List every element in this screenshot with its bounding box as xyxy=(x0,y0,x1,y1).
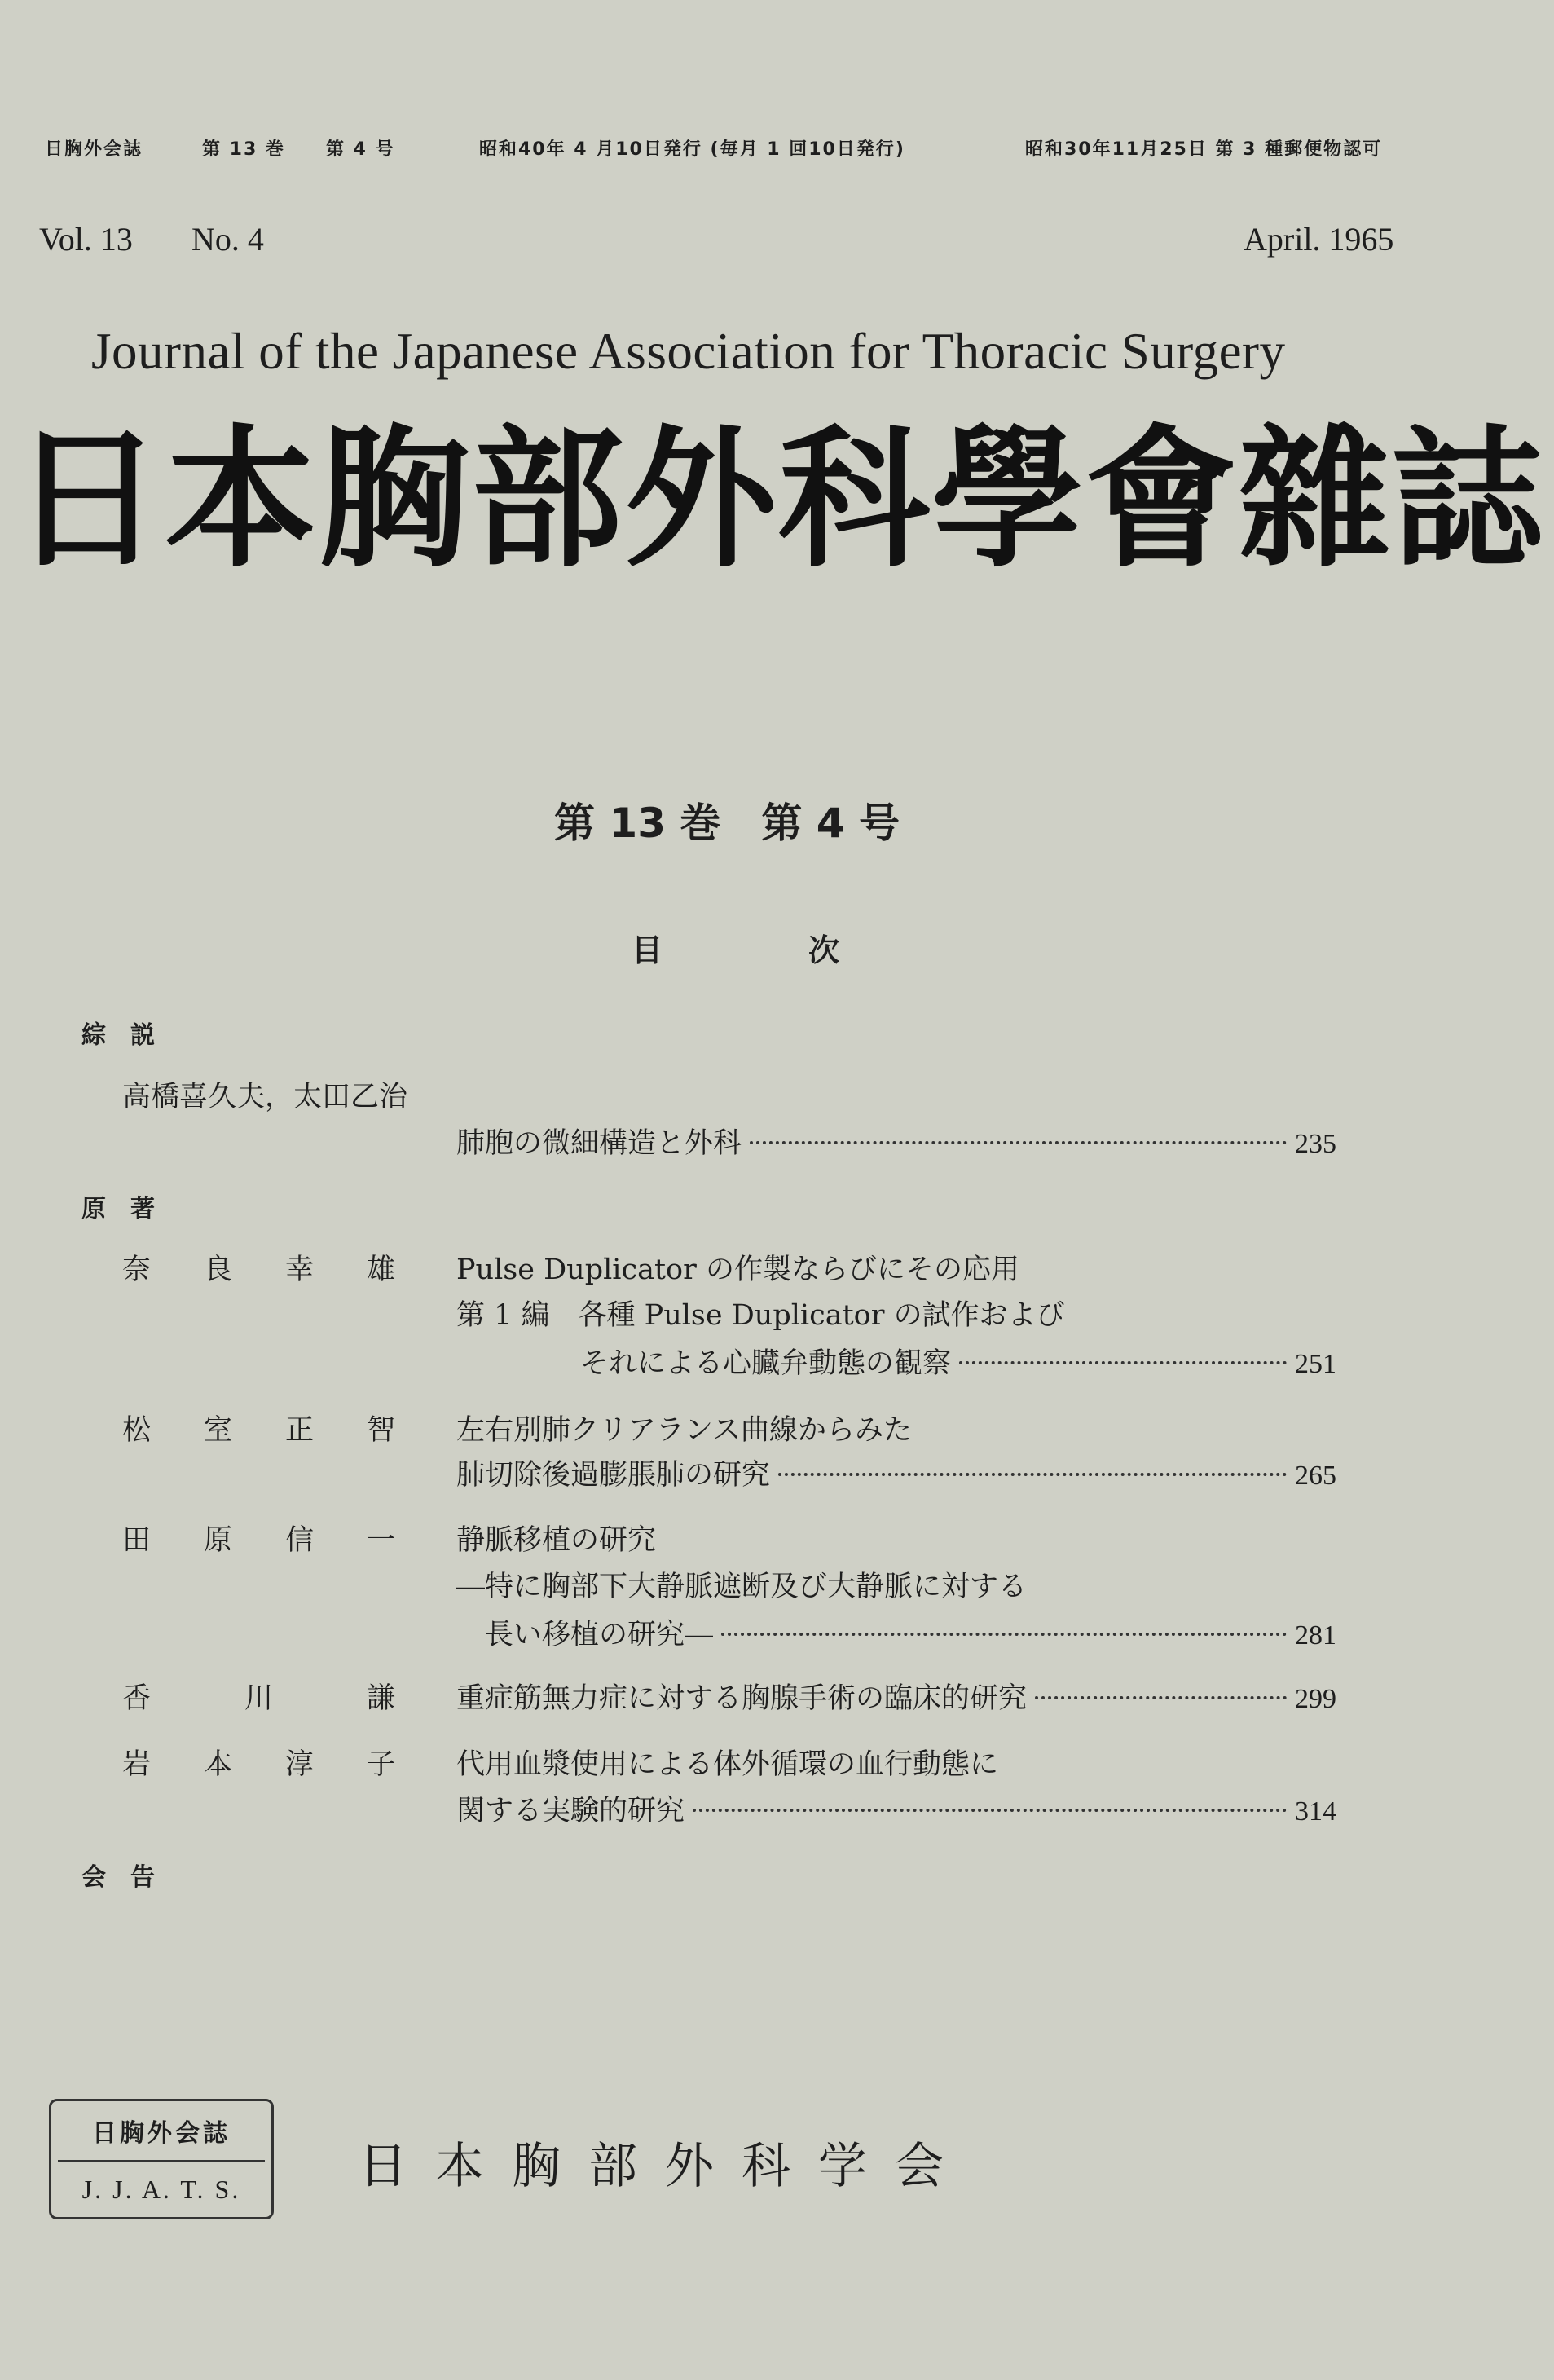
section-review: 綜 説 xyxy=(81,1021,155,1050)
author-name xyxy=(122,1518,395,1558)
stamp-en: J. J. A. T. S. xyxy=(81,2175,241,2204)
author-char: 室 xyxy=(203,1414,232,1447)
author-name xyxy=(122,1742,395,1783)
title-char: 外 xyxy=(624,411,777,588)
dot-leader xyxy=(1035,1696,1287,1699)
issue-label: 第 13 巻 第 4 号 xyxy=(554,800,900,847)
review-authors: 高橋喜久夫，太田乙治 xyxy=(122,1081,408,1113)
author-char: 良 xyxy=(203,1254,232,1286)
title-char: 胸 xyxy=(318,411,470,588)
title-char: 會 xyxy=(1085,411,1237,588)
publication-date: 昭和40年 4 月10日発行 (毎月 1 回10日発行) xyxy=(479,139,905,160)
entry-title-line: Pulse Duplicator の作製ならびにその応用 xyxy=(456,1254,1019,1286)
author-name xyxy=(122,1247,395,1288)
author-char: 岩 xyxy=(122,1748,152,1781)
entry-title: 重症筋無力症に対する胸腺手術の臨床的研究 xyxy=(456,1682,1028,1715)
author-char: 原 xyxy=(203,1524,232,1557)
author-char: 謙 xyxy=(366,1682,395,1715)
author-char: 淳 xyxy=(284,1748,314,1781)
title-char: 誌 xyxy=(1391,411,1543,588)
dot-leader xyxy=(778,1473,1287,1476)
issue-date: April. 1965 xyxy=(1244,221,1394,258)
entry-title-line: 静脈移植の研究 xyxy=(456,1524,657,1557)
author-char: 松 xyxy=(122,1414,152,1447)
title-char: 科 xyxy=(778,411,931,588)
page-number: 235 xyxy=(1295,1129,1336,1159)
english-title: Journal of the Japanese Association for Thoracic Surgery xyxy=(91,323,1286,380)
author-char: 本 xyxy=(203,1748,232,1781)
page-number: 265 xyxy=(1295,1461,1336,1491)
entry-title: 関する実験的研究 xyxy=(456,1795,685,1827)
dot-leader xyxy=(750,1141,1287,1144)
toc-entry[interactable] xyxy=(456,1676,1336,1717)
page-number: 299 xyxy=(1295,1684,1336,1714)
stamp-jp: 日胸外会誌 xyxy=(92,2119,231,2148)
entry-title-line: 代用血漿使用による体外循環の血行動態に xyxy=(456,1748,999,1781)
entry-title: 肺胞の微細構造と外科 xyxy=(456,1127,742,1160)
volume-jp: 第 13 巻 xyxy=(202,139,285,160)
society-name: 日本胸部外科学会 xyxy=(359,2138,971,2195)
page-number: 314 xyxy=(1295,1796,1336,1827)
author-char: 川 xyxy=(244,1682,273,1715)
page-number: 251 xyxy=(1295,1349,1336,1379)
author-char: 雄 xyxy=(366,1254,395,1286)
author-char: 香 xyxy=(122,1682,152,1715)
postal-permit: 昭和30年11月25日 第 3 種郵便物認可 xyxy=(1025,139,1383,160)
entry-title-line: 左右別肺クリアランス曲線からみた xyxy=(456,1414,912,1447)
toc-heading-1: 目 xyxy=(632,932,663,968)
title-char: 日 xyxy=(11,411,164,588)
number-label: No. 4 xyxy=(191,221,264,258)
entry-title: 肺切除後過膨脹肺の研究 xyxy=(456,1459,771,1492)
entry-title-line: ―特に胸部下大静脈遮断及び大静脈に対する xyxy=(456,1571,1028,1603)
toc-entry[interactable] xyxy=(456,1788,1336,1829)
section-original: 原 著 xyxy=(81,1195,155,1223)
section-notice: 会 告 xyxy=(81,1863,155,1892)
author-char: 子 xyxy=(366,1748,395,1781)
toc-entry[interactable] xyxy=(456,1121,1336,1161)
japanese-title xyxy=(11,411,1543,588)
title-char: 部 xyxy=(471,411,623,588)
author-char: 奈 xyxy=(122,1254,152,1286)
author-char: 智 xyxy=(366,1414,395,1447)
title-char: 學 xyxy=(931,411,1084,588)
dot-leader xyxy=(693,1809,1287,1812)
entry-title-line: 第 1 編 各種 Pulse Duplicator の試作および xyxy=(456,1299,1065,1332)
author-name xyxy=(122,1408,395,1448)
dot-leader xyxy=(959,1361,1287,1364)
title-char: 本 xyxy=(165,411,317,588)
title-char: 雜 xyxy=(1238,411,1390,588)
author-char: 一 xyxy=(366,1524,395,1557)
dot-leader xyxy=(721,1633,1287,1636)
stamp-divider xyxy=(58,2160,265,2162)
author-char: 田 xyxy=(122,1524,152,1557)
toc-entry[interactable] xyxy=(456,1452,1336,1493)
author-char: 幸 xyxy=(284,1254,314,1286)
author-char: 正 xyxy=(284,1414,314,1447)
number-jp: 第 4 号 xyxy=(326,139,395,160)
journal-stamp xyxy=(49,2099,274,2219)
toc-heading-2: 次 xyxy=(808,932,840,968)
page-number: 281 xyxy=(1295,1620,1336,1651)
author-name xyxy=(122,1676,395,1717)
entry-title: 長い移植の研究― xyxy=(485,1619,714,1651)
volume-label: Vol. 13 xyxy=(39,221,133,258)
toc-entry[interactable] xyxy=(485,1612,1336,1653)
author-char: 信 xyxy=(284,1524,314,1557)
toc-entry[interactable] xyxy=(580,1341,1336,1382)
journal-abbr: 日胸外会誌 xyxy=(45,139,143,160)
entry-title: それによる心臓弁動態の観察 xyxy=(580,1347,952,1380)
